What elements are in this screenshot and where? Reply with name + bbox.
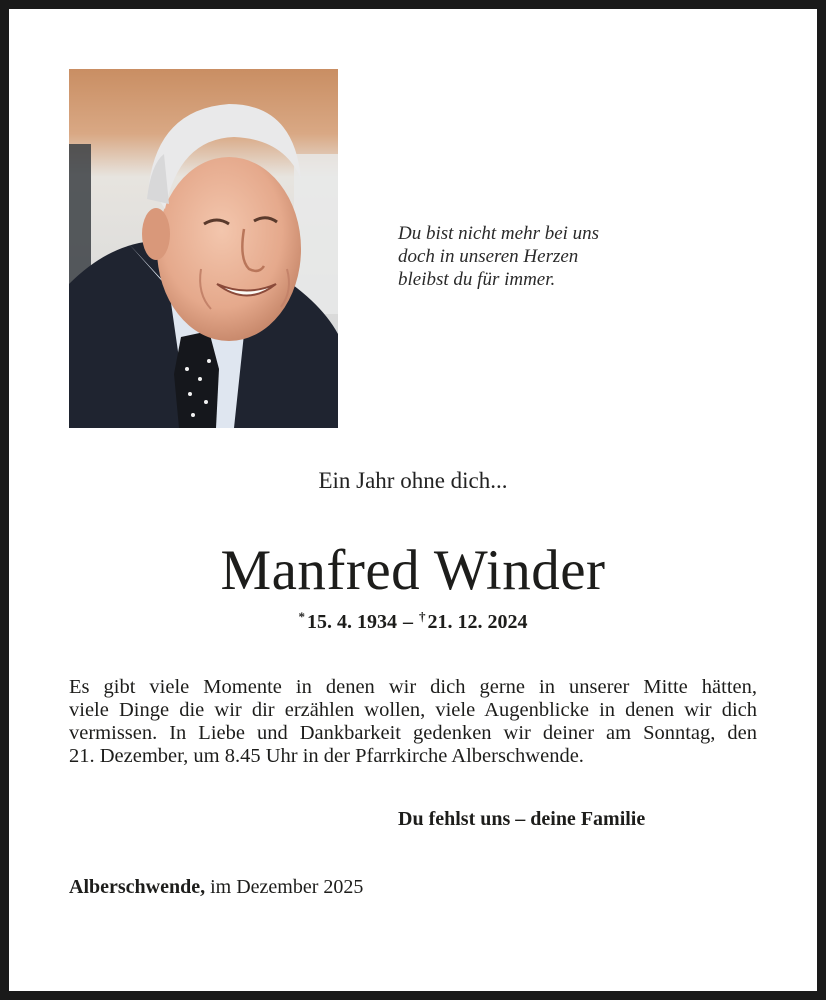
- quote-line: Du bist nicht mehr bei uns: [398, 223, 600, 244]
- deceased-name: Manfred Winder: [220, 539, 606, 602]
- memorial-text: [69, 676, 757, 768]
- birth-date: 15. 4. 1934: [307, 611, 397, 633]
- place-town: Alberschwende,: [69, 876, 206, 898]
- memorial-quote: [398, 222, 599, 291]
- life-dates: [0, 609, 826, 634]
- memorial-text-line: Es gibt viele Momente in denen wir dich gerne in unserer Mitte hätten,: [69, 676, 757, 698]
- place-and-date: [69, 876, 363, 899]
- quote-line: doch in unseren Herzen: [398, 246, 579, 267]
- death-symbol: †: [419, 609, 426, 624]
- place-date: im Dezember 2025: [205, 876, 364, 898]
- quote-line: bleibst du für immer.: [398, 269, 556, 290]
- memorial-text-line: viele Dinge die wir dir erzählen wollen, viele Augenblicke in denen wir dich: [69, 699, 757, 721]
- date-separator: –: [403, 611, 413, 633]
- family-signoff: Du fehlst uns – deine Familie: [398, 808, 646, 830]
- memorial-text-line: 21. Dezember, um 8.45 Uhr in der Pfarrkirche Alberschwende.: [69, 745, 584, 767]
- portrait-photo: [69, 69, 338, 428]
- memorial-text-line: vermissen. In Liebe und Dankbarkeit gedenken wir deiner am Sonntag, den: [69, 722, 757, 744]
- intro-heading: Ein Jahr ohne dich...: [318, 468, 508, 493]
- birth-symbol: *: [298, 609, 305, 624]
- death-date: 21. 12. 2024: [427, 611, 528, 633]
